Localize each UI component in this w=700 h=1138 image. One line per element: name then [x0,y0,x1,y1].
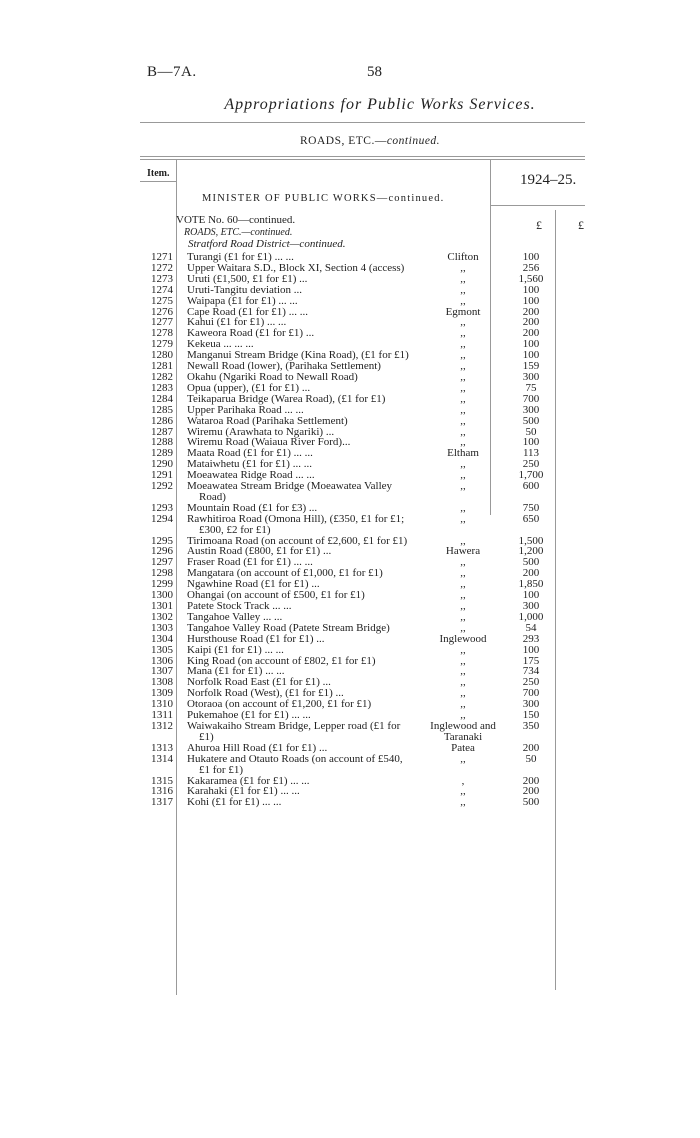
item-number: 1316 [151,785,173,798]
table-row [140,645,560,656]
item-number: 1290 [151,458,173,471]
item-description: Uruti-Tangitu deviation ... [187,283,303,296]
item-description: Wiremu Road (Waiaua River Ford)... [187,436,351,449]
item-number: 1276 [151,305,173,318]
item-number: 1296 [151,545,173,558]
district-name: Hawera [445,545,481,558]
district-name: Clifton [447,251,479,263]
district-name: ,, [460,403,466,416]
item-number: 1274 [151,283,173,296]
item-number: 1273 [151,272,173,285]
item-description: Kakaramea (£1 for £1) ... ... [187,774,310,787]
district-name: Inglewood [439,632,487,645]
amount-value: 293 [522,632,540,645]
amount-value: 750 [522,501,540,514]
item-description: Turangi (£1 for £1) ... ... [187,251,294,263]
item-number: 1294 [151,512,173,525]
district-name: Inglewood and Taranaki [430,719,496,743]
vote-heading: VOTE No. 60—continued. [176,214,296,226]
district-name: Egmont [445,305,481,318]
district-name: ,, [460,338,466,351]
item-description: Okahu (Ngariki Road to Newall Road) [187,370,358,383]
amount-value: 75 [525,381,537,394]
district-name: ,, [460,414,466,427]
amount-value: 100 [522,283,540,296]
amount-value: 256 [522,261,540,274]
amount-value: 100 [522,436,540,449]
item-description: Kahui (£1 for £1) ... ... [187,316,287,329]
item-number: 1292 [151,480,173,493]
item-number: 1295 [151,534,173,547]
item-number: 1299 [151,578,173,591]
item-description: Opua (upper), (£1 for £1) ... [187,381,311,394]
amount-value: 500 [522,556,540,569]
amount-value: 600 [522,480,540,493]
item-number: 1305 [151,643,173,656]
item-number: 1293 [151,501,173,514]
item-description: Cape Road (£1 for £1) ... ... [187,305,308,318]
item-number: 1308 [151,676,173,689]
item-number: 1307 [151,665,173,678]
amount-value: 175 [522,654,540,667]
amount-value: 250 [522,676,540,689]
district-name: ,, [460,349,466,362]
amount-value: 113 [522,447,540,460]
district-name: ,, [460,698,466,711]
item-description: Ohangai (on account of £500, £1 for £1) [187,589,365,602]
district-name: ,, [460,676,466,689]
amount-value: 734 [522,665,540,678]
item-number: 1313 [151,741,173,754]
district-name: ,, [460,501,466,514]
item-description: Waiwakaiho Stream Bridge, Lepper road (£1 for £1) [187,719,401,743]
item-description: Mangatara (on account of £1,000, £1 for £1) [187,567,383,580]
item-description: King Road (on account of £802, £1 for £1) [187,654,376,667]
item-description: Rawhitiroa Road (Omona Hill), (£350, £1 for £1; £300, £2 for £1) [187,512,405,536]
item-number: 1315 [151,774,173,787]
amount-value: 500 [522,796,540,809]
district-name: ,, [460,392,466,405]
district-name: Eltham [447,447,479,460]
district-name: ,, [460,360,466,373]
amount-value: 54 [525,621,537,634]
district-name: ,, [460,469,466,482]
item-description: Maata Road (£1 for £1) ... ... [187,447,313,460]
item-description: Norfolk Road East (£1 for £1) ... [187,676,331,689]
item-number: 1304 [151,632,173,645]
item-description: Fraser Road (£1 for £1) ... ... [187,556,313,569]
district-name: ,, [460,654,466,667]
item-description: Hukatere and Otauto Roads (on account of £540, £1 for £1) [187,752,403,776]
amount-value: 100 [522,251,540,263]
district-name: ,, [460,261,466,274]
amount-value: 500 [522,414,540,427]
table-top-rule [140,156,585,157]
item-number: 1272 [151,261,173,274]
amount-value: 100 [522,338,540,351]
item-description: Uruti (£1,500, £1 for £1) ... [187,272,308,285]
district-name: ,, [460,294,466,307]
district-name: ,, [460,370,466,383]
district-heading: Stratford Road District—continued. [188,238,346,250]
district-name: ,, [460,458,466,471]
item-description: Mountain Road (£1 for £3) ... [187,501,318,514]
amount-value: 100 [522,589,540,602]
item-description: Tangahoe Valley Road (Patete Stream Bridge) [187,621,390,634]
item-number: 1287 [151,425,173,438]
district-name: ,, [460,752,466,765]
item-description: Kekeua ... ... ... [187,338,254,351]
item-description: Otoraoa (on account of £1,200, £1 for £1) [187,698,372,711]
district-name: ,, [460,316,466,329]
item-description: Kaweora Road (£1 for £1) ... [187,327,315,340]
table-row [140,296,560,307]
item-description: Newall Road (lower), (Parihaka Settlement) [187,360,381,373]
page-title: Appropriations for Public Works Services. [224,96,536,113]
amount-value: 650 [522,512,540,525]
amount-value: 150 [522,709,540,722]
item-number: 1310 [151,698,173,711]
amount-value: 50 [525,752,537,765]
amount-value: 300 [522,600,540,612]
item-number: 1281 [151,360,173,373]
amount-value: 1,000 [518,610,544,623]
item-number: 1286 [151,414,173,427]
item-number: 1288 [151,436,173,449]
district-name: , [461,774,465,787]
item-description: Mataiwhetu (£1 for £1) ... ... [187,458,312,471]
district-name: ,, [460,436,466,449]
district-name: ,, [460,567,466,580]
table-row [140,634,560,645]
year-column-header: 1924–25. [520,172,577,188]
item-description: Hursthouse Road (£1 for £1) ... [187,632,325,645]
amount-value: 1,500 [518,534,544,547]
item-number: 1312 [151,719,173,732]
district-name: ,, [460,534,466,547]
amount-value: 50 [525,425,537,438]
district-name: ,, [460,600,466,612]
item-number: 1284 [151,392,173,405]
district-name: ,, [460,621,466,634]
table-row [140,285,560,296]
amount-value: 250 [522,458,540,471]
item-header-rule [140,181,176,182]
roads-subheading: ROADS, ETC.—continued. [184,227,293,238]
amount-value: 200 [522,305,540,318]
item-description: Tangahoe Valley ... ... [187,610,283,623]
item-description: Teikaparua Bridge (Warea Road), (£1 for £1) [187,392,386,405]
item-number: 1300 [151,589,173,602]
table-row [140,754,560,776]
pound-symbol-amount: £ [536,218,542,232]
district-name: Patea [451,741,475,754]
item-number: 1285 [151,403,173,416]
item-number: 1282 [151,370,173,383]
district-name: ,, [460,272,466,285]
item-number: 1291 [151,469,173,482]
table-row [140,416,560,427]
amount-value: 1,560 [518,272,544,285]
amount-value: 350 [522,719,540,732]
appropriations-table [140,252,560,808]
amount-value: 1,200 [518,545,544,558]
item-number: 1275 [151,294,173,307]
item-description: Austin Road (£800, £1 for £1) ... [187,545,332,558]
item-description: Wataroa Road (Parihaka Settlement) [187,414,348,427]
ministry-heading: MINISTER OF PUBLIC WORKS—continued. [202,193,445,204]
table-top-rule-2 [140,159,585,160]
item-column-header: Item. [147,168,170,179]
amount-value: 100 [522,349,540,362]
district-name: ,, [460,512,466,525]
district-name: ,, [460,381,466,394]
district-name: ,, [460,327,466,340]
amount-value: 159 [522,360,540,373]
item-description: Kohi (£1 for £1) ... ... [187,796,282,809]
amount-value: 200 [522,316,540,329]
item-number: 1314 [151,752,173,765]
amount-value: 1,850 [518,578,544,591]
amount-value: 200 [522,741,540,754]
item-description: Moeawatea Ridge Road ... ... [187,469,315,482]
district-name: ,, [460,785,466,798]
amount-value: 200 [522,785,540,798]
report-code: B—7A. [147,64,197,80]
item-description: Ahuroa Hill Road (£1 for £1) ... [187,741,328,754]
table-row [140,721,560,743]
item-description: Ngawhine Road (£1 for £1) ... [187,578,320,591]
item-number: 1311 [151,709,173,722]
district-name: ,, [460,556,466,569]
item-number: 1289 [151,447,173,460]
district-name: ,, [460,589,466,602]
item-number: 1283 [151,381,173,394]
item-description: Tirimoana Road (on account of £2,600, £1 for £1) [187,534,408,547]
district-name: ,, [460,687,466,700]
district-name: ,, [460,665,466,678]
amount-value: 200 [522,327,540,340]
item-number: 1279 [151,338,173,351]
item-number: 1280 [151,349,173,362]
item-description: Pukemahoe (£1 for £1) ... ... [187,709,311,722]
subtitle-continued: continued. [386,135,441,147]
district-name: ,, [460,480,466,493]
item-number: 1309 [151,687,173,700]
table-row [140,405,560,416]
pound-symbol-total: £ [578,218,584,232]
amount-value: 700 [522,392,540,405]
item-description: Patete Stock Track ... ... [187,600,292,612]
year-header-rule [490,205,585,206]
district-name: ,, [460,709,466,722]
item-description: Manganui Stream Bridge (Kina Road), (£1 for £1) [187,349,409,362]
item-number: 1277 [151,316,173,329]
section-subtitle [300,135,440,147]
subtitle-main: ROADS, ETC.— [300,135,387,147]
amount-value: 1,700 [518,469,544,482]
title-rule [140,122,585,123]
item-number: 1306 [151,654,173,667]
item-description: Waipapa (£1 for £1) ... ... [187,294,298,307]
item-number: 1297 [151,556,173,569]
district-name: ,, [460,578,466,591]
item-number: 1303 [151,621,173,634]
item-number: 1301 [151,600,173,612]
district-name: ,, [460,610,466,623]
amount-value: 300 [522,370,540,383]
item-description: Moeawatea Stream Bridge (Moeawatea Valley Road) [187,480,393,503]
item-number: 1302 [151,610,173,623]
amount-value: 700 [522,687,540,700]
item-description: Upper Waitara S.D., Block XI, Section 4 (access) [187,261,405,274]
table-row [140,514,560,536]
table-row [140,481,560,503]
item-number: 1271 [151,251,173,263]
district-name: ,, [460,796,466,809]
page-number: 58 [367,64,382,80]
amount-value: 200 [522,774,540,787]
item-description: Upper Parihaka Road ... ... [187,403,304,416]
item-number: 1278 [151,327,173,340]
amount-value: 200 [522,567,540,580]
item-number: 1298 [151,567,173,580]
item-number: 1317 [151,796,173,809]
district-name: ,, [460,425,466,438]
district-name: ,, [460,643,466,656]
item-description: Mana (£1 for £1) ... ... [187,665,285,678]
amount-value: 100 [522,294,540,307]
item-description: Kaipi (£1 for £1) ... ... [187,643,284,656]
item-description: Karahaki (£1 for £1) ... ... [187,785,300,798]
amount-value: 100 [522,643,540,656]
item-description: Norfolk Road (West), (£1 for £1) ... [187,687,344,700]
table-row [140,797,560,808]
amount-value: 300 [522,698,540,711]
district-name: ,, [460,283,466,296]
item-description: Wiremu (Arawhata to Ngariki) ... [187,425,335,438]
amount-value: 300 [522,403,540,416]
